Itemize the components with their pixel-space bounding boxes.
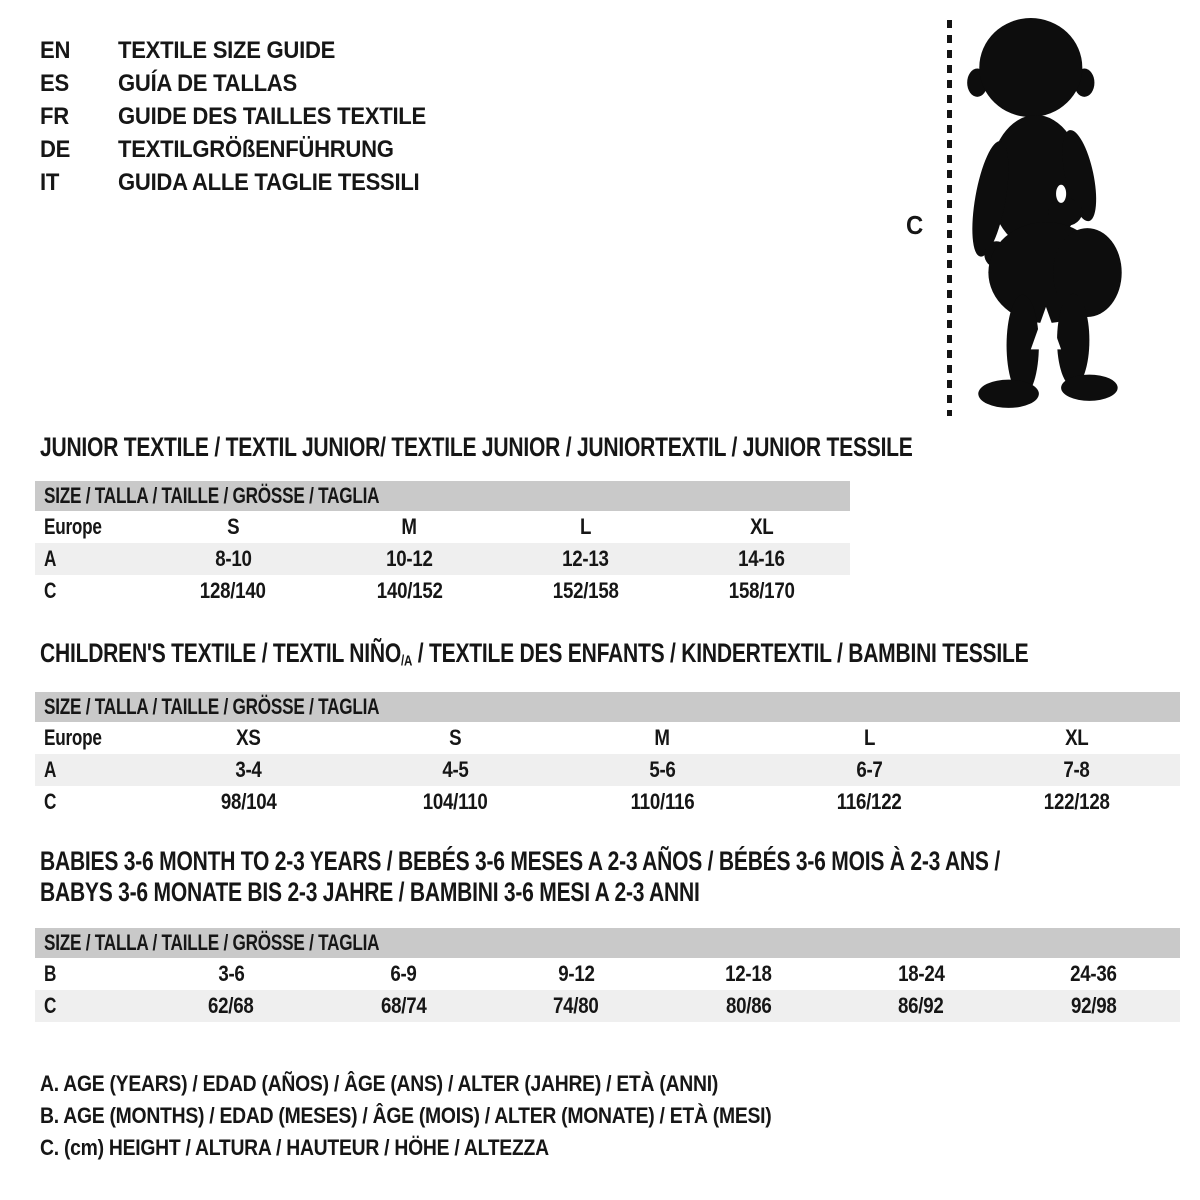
- table-row-age-years: [35, 754, 1180, 786]
- size-table-children: [35, 692, 1180, 818]
- row-label-cell: C: [44, 578, 57, 603]
- value-cell: XL: [1064, 725, 1089, 750]
- value-cell: S: [227, 514, 240, 539]
- table-header-size: SIZE / TALLA / TAILLE / GRÖSSE / TAGLIA: [35, 692, 1180, 722]
- value-cell: 8-10: [214, 546, 252, 571]
- value-cell: 3-4: [235, 757, 262, 782]
- row-label-cell: C: [44, 993, 57, 1018]
- language-code: DE: [40, 135, 71, 163]
- value-cell: XL: [750, 514, 774, 539]
- note-height-cm: C. (cm) HEIGHT / ALTURA / HAUTEUR / HÖHE / ALTEZZA: [40, 1135, 549, 1160]
- value-cell: 152/158: [552, 578, 619, 603]
- value-cell: 116/122: [837, 789, 902, 814]
- language-code: FR: [40, 102, 69, 130]
- value-cell: 122/128: [1043, 789, 1110, 814]
- row-label-cell: Europe: [44, 514, 102, 539]
- language-row-de: [40, 133, 453, 166]
- section-title-junior: JUNIOR TEXTILE / TEXTIL JUNIOR/ TEXTILE JUNIOR / JUNIORTEXTIL / JUNIOR TESSILE: [40, 432, 913, 462]
- value-cell: 3-6: [218, 961, 245, 986]
- language-title: TEXTILE SIZE GUIDE: [118, 36, 336, 64]
- value-cell: 80/86: [725, 993, 772, 1018]
- value-cell: 9-12: [558, 961, 595, 986]
- value-cell: 4-5: [442, 757, 469, 782]
- language-title: TEXTILGRÖßENFÜHRUNG: [118, 135, 394, 163]
- section-title-text: CHILDREN'S TEXTILE / TEXTIL NIÑO: [40, 638, 402, 668]
- section-title-subscript: /A: [401, 653, 413, 670]
- value-cell: 110/116: [630, 789, 695, 814]
- value-cell: 104/110: [423, 789, 488, 814]
- table-row-europe: [35, 511, 850, 543]
- row-label-cell: A: [44, 546, 57, 571]
- value-cell: 68/74: [380, 993, 427, 1018]
- language-title: GUIDA ALLE TAGLIE TESSILI: [118, 168, 420, 196]
- note-age-years: A. AGE (YEARS) / EDAD (AÑOS) / ÂGE (ANS) / ALTER (JAHRE) / ETÀ (ANNI): [40, 1071, 719, 1096]
- value-cell: 7-8: [1063, 757, 1090, 782]
- section-title-children: [40, 638, 1200, 678]
- value-cell: 12-13: [562, 546, 609, 571]
- table-row-europe: [35, 722, 1180, 754]
- language-row-fr: [40, 100, 453, 133]
- table-row-age-months: [35, 958, 1180, 990]
- table-row-height-cm: [35, 990, 1180, 1022]
- value-cell: 24-36: [1070, 961, 1118, 986]
- row-label-cell: C: [44, 789, 57, 814]
- value-cell: 158/170: [728, 578, 795, 603]
- language-title: GUIDE DES TAILLES TEXTILE: [118, 102, 426, 130]
- value-cell: 62/68: [208, 993, 255, 1018]
- section-title-babies: BABIES 3-6 MONTH TO 2-3 YEARS / BEBÉS 3-6 MESES A 2-3 AÑOS / BÉBÉS 3-6 MOIS À 2-3 ANS / BABYS 3-6 MONATE BIS 2-3 JAHRE / BAMBINI 3-6 MESI A 2-3 ANNI: [40, 846, 1000, 907]
- row-label-cell: A: [44, 757, 57, 782]
- language-title: GUÍA DE TALLAS: [118, 69, 297, 97]
- legend-notes: [40, 1068, 871, 1164]
- language-row-it: [40, 166, 453, 199]
- row-label-cell: Europe: [44, 725, 102, 750]
- value-cell: 14-16: [738, 546, 786, 571]
- section-title-text: / TEXTILE DES ENFANTS / KINDERTEXTIL / BAMBINI TESSILE: [412, 638, 1029, 668]
- language-row-en: [40, 34, 453, 67]
- value-cell: S: [449, 725, 462, 750]
- value-cell: 128/140: [200, 578, 267, 603]
- table-header-size: SIZE / TALLA / TAILLE / GRÖSSE / TAGLIA: [35, 928, 1180, 958]
- value-cell: L: [863, 725, 876, 750]
- size-table-babies: [35, 928, 1180, 1022]
- value-cell: 6-9: [390, 961, 417, 986]
- value-cell: 74/80: [553, 993, 600, 1018]
- baby-silhouette-icon: [960, 12, 1142, 416]
- height-label-c: C: [906, 210, 924, 240]
- value-cell: XS: [236, 725, 261, 750]
- table-row-height-cm: [35, 575, 850, 607]
- value-cell: 5-6: [649, 757, 676, 782]
- value-cell: 12-18: [725, 961, 773, 986]
- value-cell: M: [654, 725, 671, 750]
- language-code: ES: [40, 69, 69, 97]
- table-row-age-years: [35, 543, 850, 575]
- language-code: IT: [40, 168, 60, 196]
- table-header-size: SIZE / TALLA / TAILLE / GRÖSSE / TAGLIA: [35, 481, 850, 511]
- row-label-cell: B: [44, 961, 57, 986]
- value-cell: 18-24: [897, 961, 945, 986]
- value-cell: 140/152: [376, 578, 443, 603]
- table-row-height-cm: [35, 786, 1180, 818]
- language-title-block: [40, 34, 453, 199]
- value-cell: 92/98: [1070, 993, 1117, 1018]
- language-code: EN: [40, 36, 71, 64]
- note-age-months: B. AGE (MONTHS) / EDAD (MESES) / ÂGE (MOIS) / ALTER (MONATE) / ETÀ (MESI): [40, 1103, 772, 1128]
- value-cell: 86/92: [898, 993, 945, 1018]
- value-cell: 98/104: [220, 789, 277, 814]
- value-cell: 10-12: [386, 546, 433, 571]
- value-cell: 6-7: [856, 757, 883, 782]
- height-dashed-line: [947, 20, 952, 416]
- value-cell: M: [401, 514, 418, 539]
- language-row-es: [40, 67, 453, 100]
- size-table-junior: [35, 481, 850, 607]
- value-cell: L: [580, 514, 592, 539]
